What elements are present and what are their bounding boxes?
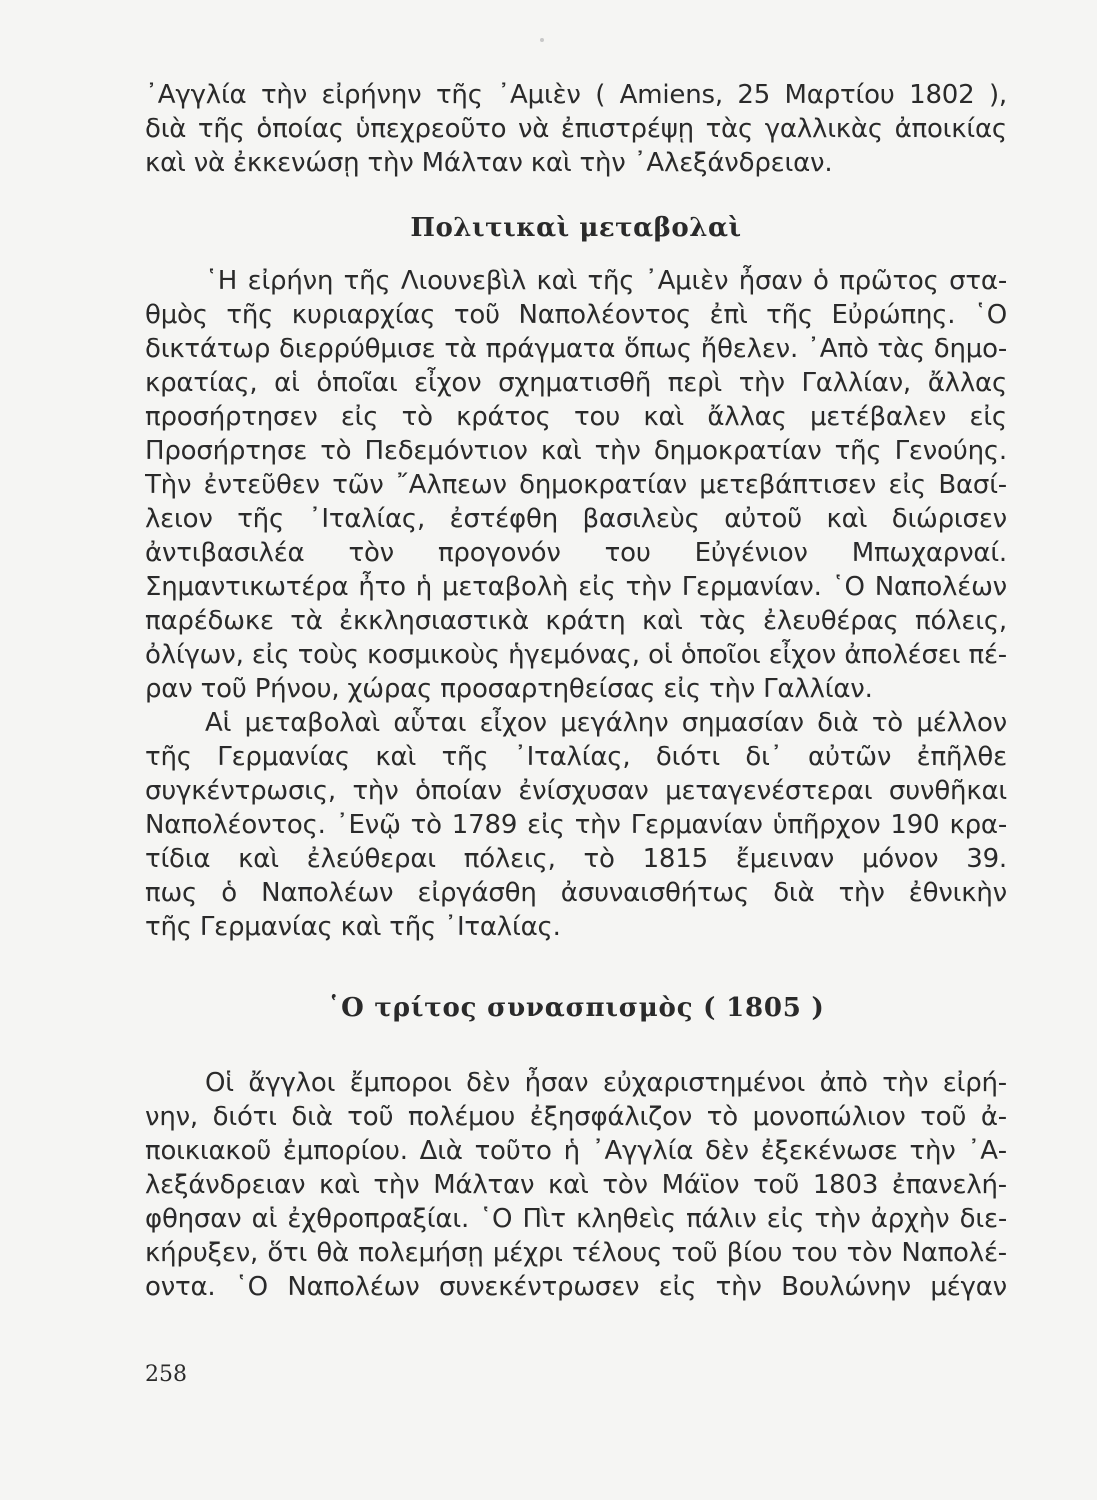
section2-paragraph1 [145, 1066, 1007, 1304]
page-body [145, 78, 1007, 1304]
text-line: καὶ νὰ ἐκκενώσῃ τὴν Μάλταν καὶ τὴν ᾽Αλεξάνδρειαν. [145, 148, 833, 178]
text-line: κήρυξεν, ὅτι θὰ πολεμήσῃ μέχρι τέλους τοῦ βίου του τὸν Ναπολέ- [145, 1238, 1007, 1268]
text-line: Προσήρτησε τὸ Πεδεμόντιον καὶ τὴν δημοκρατίαν τῆς Γενούης. [145, 436, 1007, 466]
text-line: ποικιακοῦ ἐμπορίου. Διὰ τοῦτο ἡ ᾽Αγγλία δὲν ἐξεκένωσε τὴν ᾽Α- [145, 1136, 1007, 1166]
text-line: τῆς Γερμανίας καὶ τῆς ᾽Ιταλίας, διότι δι᾽ αὐτῶν ἐπῆλθε [145, 742, 1007, 772]
text-line: ῾Η εἰρήνη τῆς Λιουνεβὶλ καὶ τῆς ᾽Αμιὲν ἦσαν ὁ πρῶτος στα- [205, 266, 1007, 296]
text-line: δικτάτωρ διερρύθμισε τὰ πράγματα ὅπως ἤθελεν. ᾽Απὸ τὰς δημο- [145, 334, 1007, 364]
text-line: λεξάνδρειαν καὶ τὴν Μάλταν καὶ τὸν Μάϊον τοῦ 1803 ἐπανελή- [145, 1170, 1007, 1200]
intro-paragraph [145, 78, 1007, 180]
text-line: ἀντιβασιλέα τὸν προγονόν του Εὐγένιον Μπωχαρναί. [145, 538, 1007, 568]
text-line: τίδια καὶ ἐλεύθεραι πόλεις, τὸ 1815 ἔμειναν μόνον 39. [145, 844, 1007, 874]
text-line: ᾽Αγγλία τὴν εἰρήνην τῆς ᾽Αμιὲν ( Amiens, 25 Μαρτίου 1802 ), [145, 80, 1007, 110]
text-line: κρατίας, αἱ ὁποῖαι εἶχον σχηματισθῆ περὶ τὴν Γαλλίαν, ἄλλας [145, 368, 1007, 398]
text-line: νην, διότι διὰ τοῦ πολέμου ἐξησφάλιζον τὸ μονοπώλιον τοῦ ἀ- [145, 1102, 1007, 1132]
text-line: τῆς Γερμανίας καὶ τῆς ᾽Ιταλίας. [145, 912, 561, 942]
text-line: οντα. ῾Ο Ναπολέων συνεκέντρωσεν εἰς τὴν Βουλώνην μέγαν [145, 1272, 1007, 1302]
text-line: συγκέντρωσις, τὴν ὁποίαν ἐνίσχυσαν μεταγενέστεραι συνθῆκαι [145, 776, 1007, 806]
text-line: παρέδωκε τὰ ἐκκλησιαστικὰ κράτη καὶ τὰς ἐλευθέρας πόλεις, [145, 606, 1007, 636]
page-number: 258 [145, 1362, 187, 1387]
text-line: ραν τοῦ Ρήνου, χώρας προσαρτηθείσας εἰς τὴν Γαλλίαν. [145, 674, 873, 704]
text-line: Τὴν ἐντεῦθεν τῶν ῎Αλπεων δημοκρατίαν μετεβάπτισεν εἰς Βασί- [145, 470, 1007, 500]
text-line: προσήρτησεν εἰς τὸ κράτος του καὶ ἄλλας μετέβαλεν εἰς [145, 402, 1007, 432]
section1-paragraph1 [145, 264, 1007, 706]
section1-paragraph2 [145, 706, 1007, 944]
text-line: πως ὁ Ναπολέων εἰργάσθη ἀσυναισθήτως διὰ τὴν ἐθνικὴν [145, 878, 1007, 908]
section-heading-political-changes: Πολιτικαὶ μεταβολαὶ [410, 213, 742, 243]
text-line: Αἱ μεταβολαὶ αὗται εἶχον μεγάλην σημασίαν διὰ τὸ μέλλον [205, 708, 1007, 738]
text-line: Σημαντικωτέρα ἦτο ἡ μεταβολὴ εἰς τὴν Γερμανίαν. ῾Ο Ναπολέων [145, 572, 1007, 602]
text-line: φθησαν αἱ ἐχθροπραξίαι. ῾Ο Πὶτ κληθεὶς πάλιν εἰς τὴν ἀρχὴν διε- [145, 1204, 1007, 1234]
text-line: θμὸς τῆς κυριαρχίας τοῦ Ναπολέοντος ἐπὶ τῆς Εὐρώπης. ῾Ο [145, 300, 1007, 330]
text-line: διὰ τῆς ὁποίας ὑπεχρεοῦτο νὰ ἐπιστρέψῃ τὰς γαλλικὰς ἀποικίας [145, 114, 1007, 144]
section-heading-third-coalition: ῾Ο τρίτος συνασπισμὸς ( 1805 ) [327, 993, 825, 1023]
text-line: Ναπολέοντος. ᾽Ενῷ τὸ 1789 εἰς τὴν Γερμανίαν ὑπῆρχον 190 κρα- [145, 810, 1007, 840]
paper-speck [540, 38, 544, 42]
text-line: λειον τῆς ᾽Ιταλίας, ἐστέφθη βασιλεὺς αὐτοῦ καὶ διώρισεν [145, 504, 1007, 534]
text-line: Οἱ ἄγγλοι ἔμποροι δὲν ἦσαν εὐχαριστημένοι ἀπὸ τὴν εἰρή- [205, 1068, 1007, 1098]
text-line: ὀλίγων, εἰς τοὺς κοσμικοὺς ἡγεμόνας, οἱ ὁποῖοι εἶχον ἀπολέσει πέ- [145, 640, 1007, 670]
